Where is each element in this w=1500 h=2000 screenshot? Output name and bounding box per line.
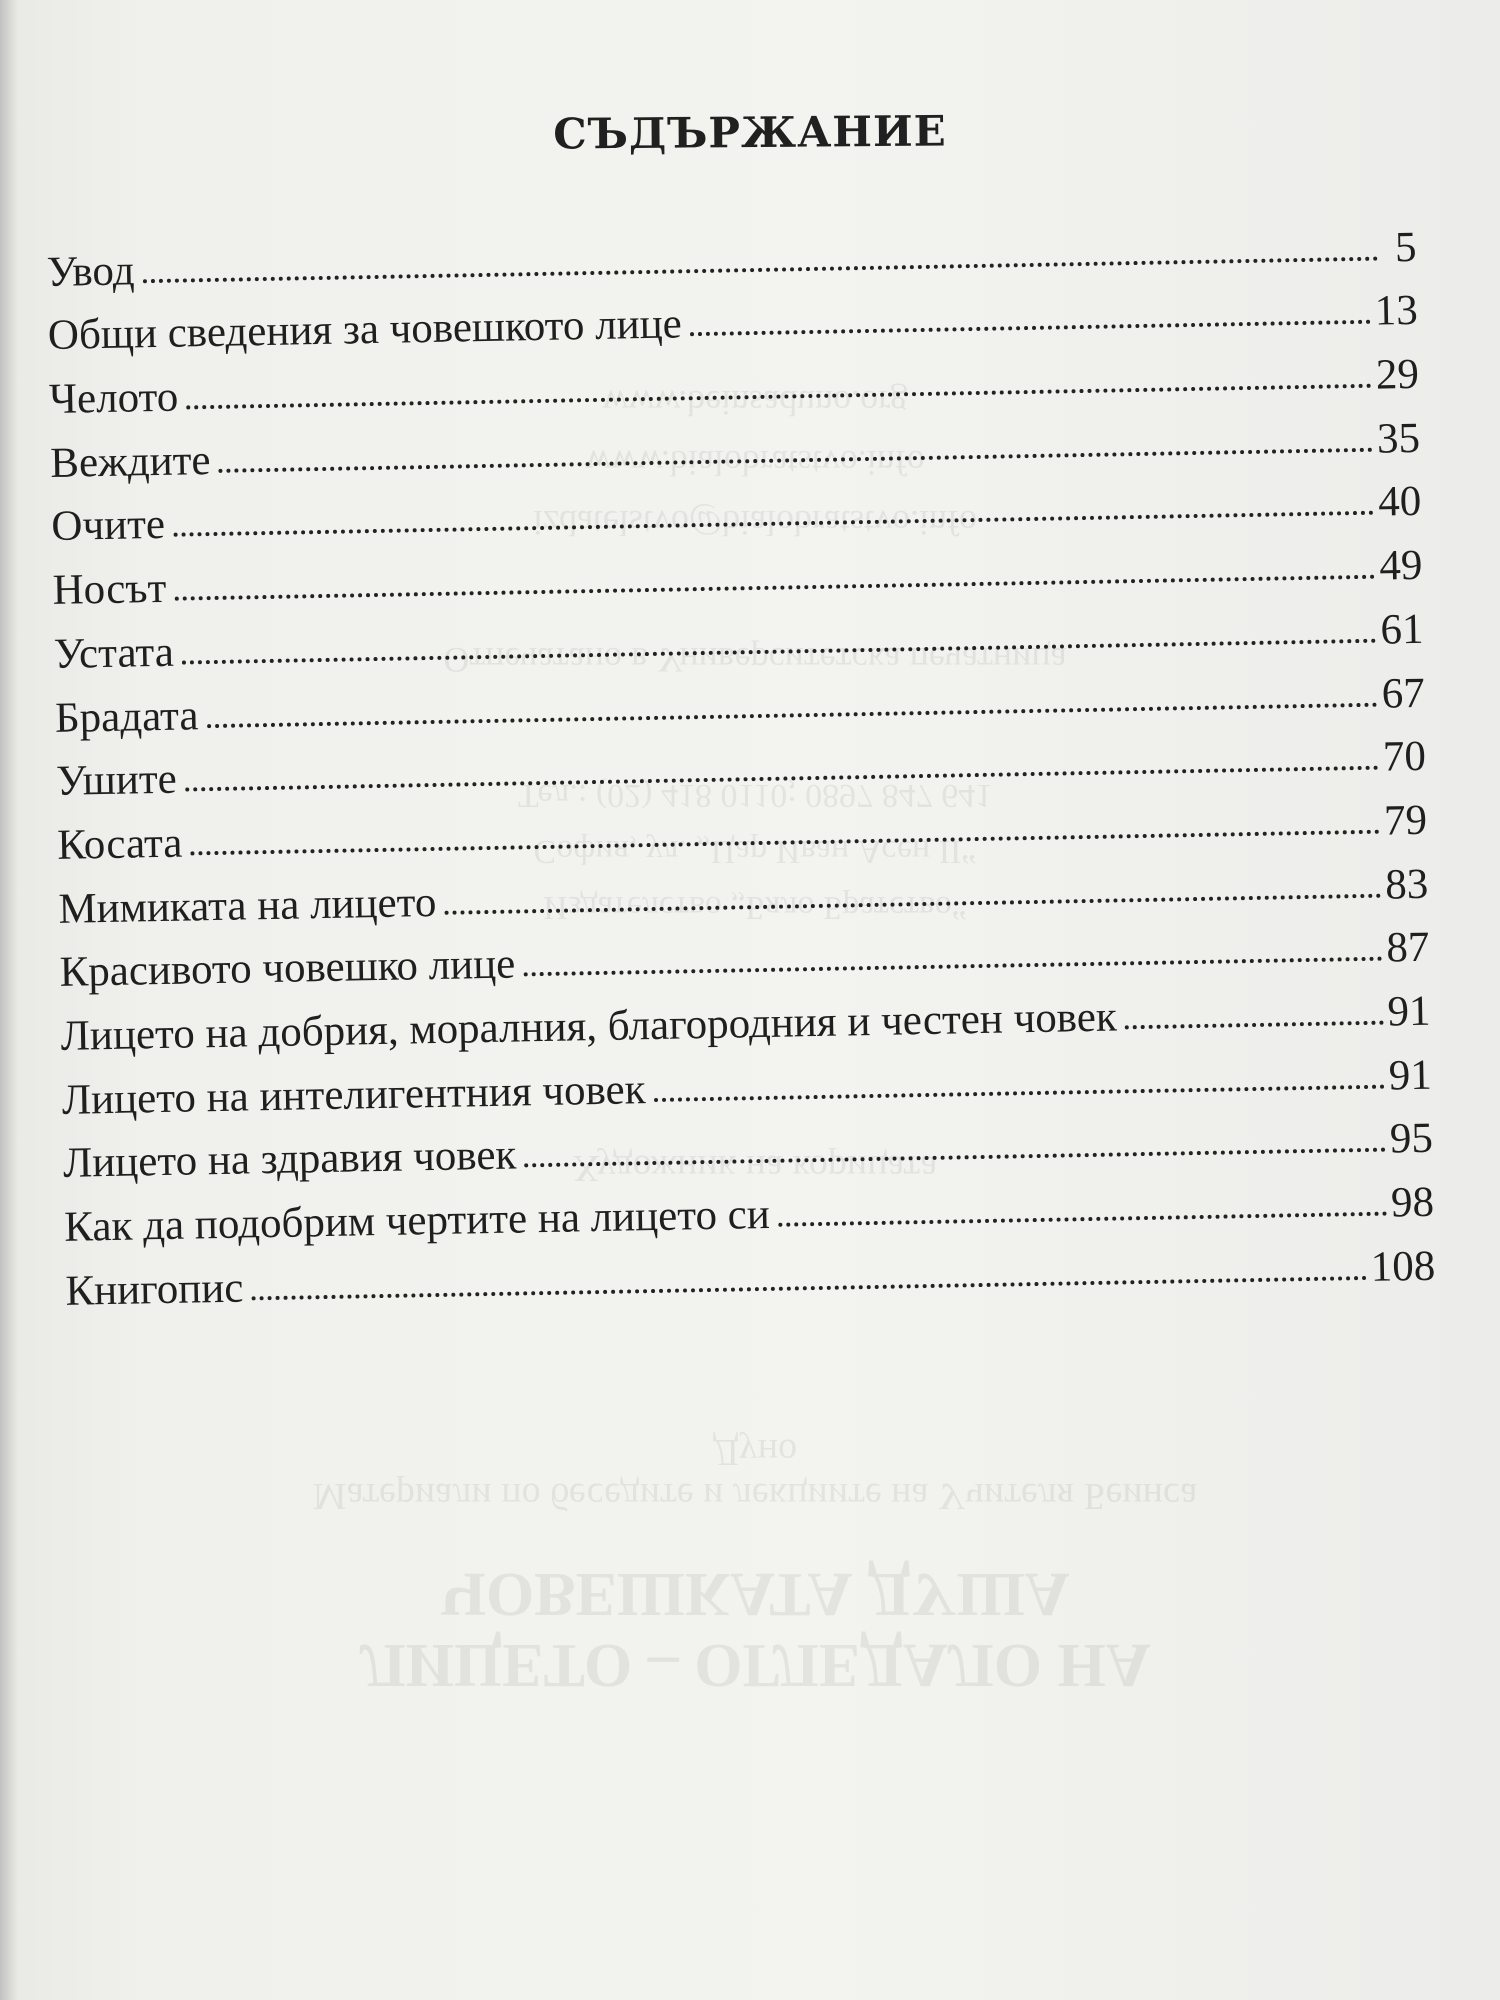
dot-leader: [251, 1276, 1366, 1300]
bleed-website-2: www.beinsaduno.org: [602, 383, 908, 423]
bleed-email: izdatelstvo@bialobratstvo.info: [532, 503, 978, 543]
bleed-address: София, ул. „Цар Иван Асен II“: [533, 833, 977, 870]
dot-leader: [1125, 1021, 1384, 1030]
toc-entry-title: Косата: [56, 819, 183, 869]
toc-entry-title: Челото: [48, 373, 179, 424]
toc-entry-title: Увод: [46, 247, 135, 296]
toc-entry-title: Носът: [52, 564, 167, 615]
toc-entry-page: 61: [1380, 605, 1424, 654]
toc-entry-page: 40: [1377, 478, 1422, 527]
toc-entry-title: Как да подобрим чертите на лицето си: [63, 1190, 771, 1251]
toc-entry-title: Лицето на добрия, моралния, благородния и честен човек: [60, 993, 1118, 1060]
page-title: СЪДЪРЖАНИЕ: [553, 106, 947, 159]
bleed-heading: ЛИЦЕТО – ОГЛЕДАЛО НА ЧОВЕШКАТА ДУША: [359, 1560, 1151, 1699]
toc-entry-title: Мимиката на лицето: [58, 878, 437, 933]
toc-entry-page: 29: [1375, 350, 1420, 399]
toc-entry-title: Веждите: [49, 436, 211, 487]
toc-entry-title: Красивото човешко лице: [59, 940, 516, 997]
toc-entry-page: 79: [1383, 796, 1428, 845]
toc-entry-page: 87: [1385, 924, 1430, 972]
bleed-subtitle: Материали по беседите и лекциите на Учителя Беинса Дуно: [312, 1431, 1198, 1517]
toc-entry-title: Книгопис: [65, 1264, 244, 1315]
toc-entry-page: 35: [1376, 414, 1421, 463]
table-of-contents: [46, 205, 1436, 1313]
bleed-printed: Отпечатано в Университетска печатница: [443, 640, 1067, 680]
toc-entry-title: Ушите: [55, 755, 178, 806]
toc-entry-page: 70: [1382, 732, 1427, 781]
toc-entry-page: 91: [1387, 987, 1431, 1036]
toc-entry-page: 13: [1374, 287, 1419, 336]
toc-entry-title: Лицето на интелигентния човек: [61, 1065, 646, 1124]
bleed-phone: Тел.: (02) 418 0110; 0897 847 641: [517, 777, 993, 814]
toc-entry-page: 67: [1381, 669, 1426, 718]
toc-entry-page: 5: [1394, 223, 1417, 271]
dot-leader: [778, 1212, 1387, 1227]
bleed-publisher: Издателство „Бяло Братство“: [543, 889, 967, 926]
bleed-website: www.bialobratstvo.info: [585, 443, 925, 483]
toc-entry-page: 95: [1389, 1115, 1434, 1163]
bleed-credit: Художник на корицата: [572, 1147, 938, 1189]
toc-entry-title: Брадата: [54, 691, 199, 742]
toc-entry-page: 91: [1388, 1051, 1433, 1100]
toc-entry-page: 108: [1370, 1242, 1436, 1291]
toc-entry-title: Лицето на здравия човек: [62, 1131, 517, 1188]
toc-entry-title: Общи сведения за човешкото лице: [47, 300, 683, 360]
toc-entry-page: 83: [1384, 860, 1429, 909]
toc-entry-title: Очите: [51, 501, 166, 551]
toc-entry-page: 98: [1390, 1178, 1435, 1227]
page-gutter-shadow: [0, 0, 18, 2000]
toc-entry-title: Устата: [53, 628, 175, 678]
toc-entry-page: 49: [1378, 541, 1423, 590]
